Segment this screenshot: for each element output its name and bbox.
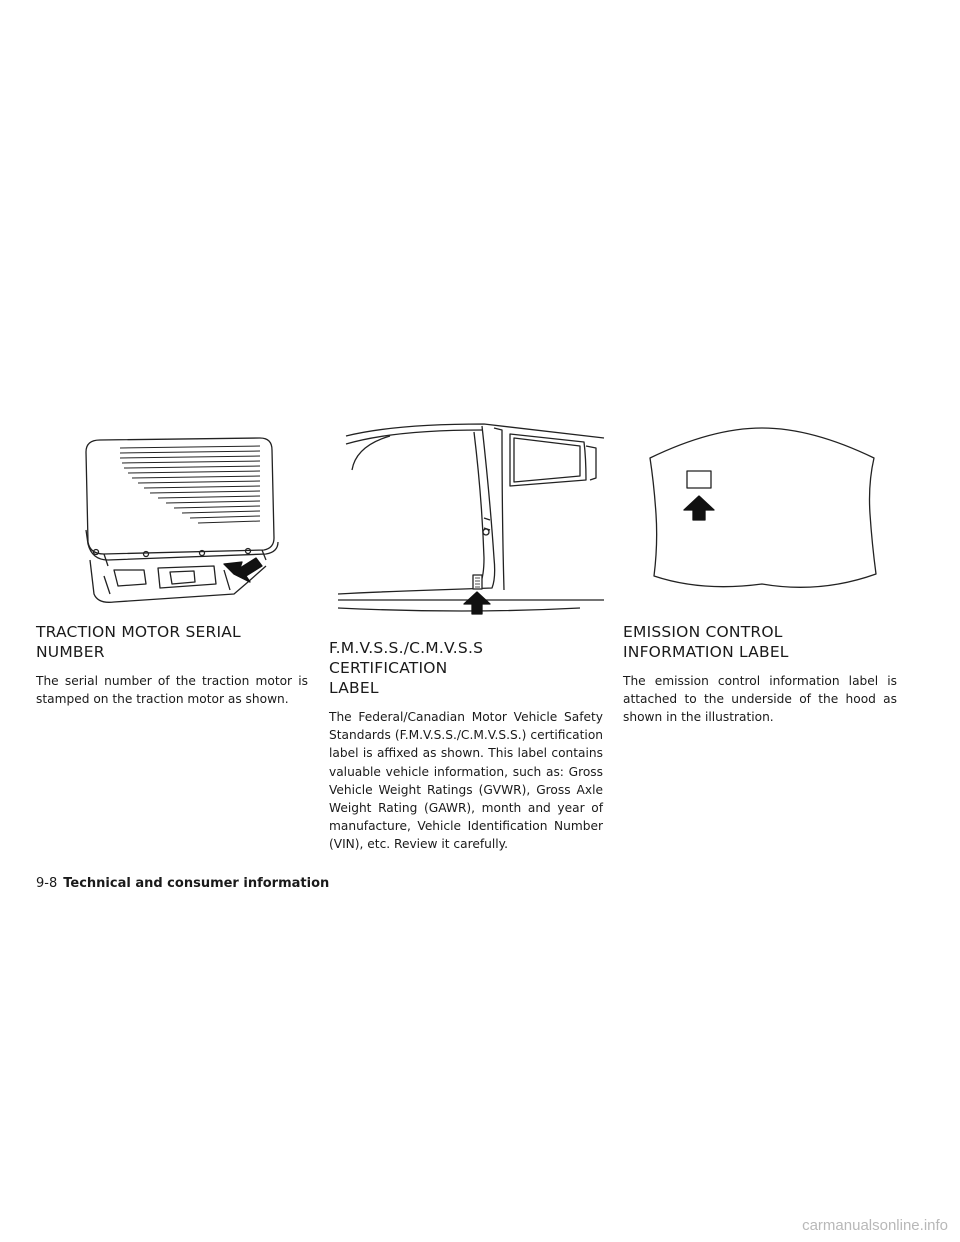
section-title: F.M.V.S.S./C.M.V.S.S CERTIFICATION LABEL <box>329 639 484 697</box>
section-title: TRACTION MOTOR SERIAL NUMBER <box>36 623 241 661</box>
traction-motor-illustration <box>74 434 284 604</box>
page-footer <box>36 876 329 891</box>
section-body: The serial number of the traction motor is stamped on the traction motor as shown. <box>36 674 308 707</box>
section-certification-label <box>329 638 603 854</box>
watermark: carmanualsonline.info <box>802 1217 948 1234</box>
hood-illustration <box>642 424 882 594</box>
section-traction-motor <box>36 622 308 708</box>
section-title: EMISSION CONTROL INFORMATION LABEL <box>623 623 789 661</box>
section-body: The Federal/Canadian Motor Vehicle Safety Standards (F.M.V.S.S./C.M.V.S.S.) certification label is affixed as shown. This label contains valuable vehicle information, such as: Gross Vehicle Weight Ratings (GVWR), Gross Axle Weight Rating (GAWR), month and year of manufacture, Vehicle Identification Number (VIN), etc. Review it carefully. <box>329 710 603 852</box>
section-body: The emission control information label is attached to the underside of the hood as shown in the illustration. <box>623 674 897 725</box>
section-emission-control <box>623 622 897 727</box>
door-pillar-illustration <box>334 418 606 618</box>
page-number: 9-8 <box>36 876 58 891</box>
footer-section-title: Technical and consumer information <box>63 876 330 891</box>
